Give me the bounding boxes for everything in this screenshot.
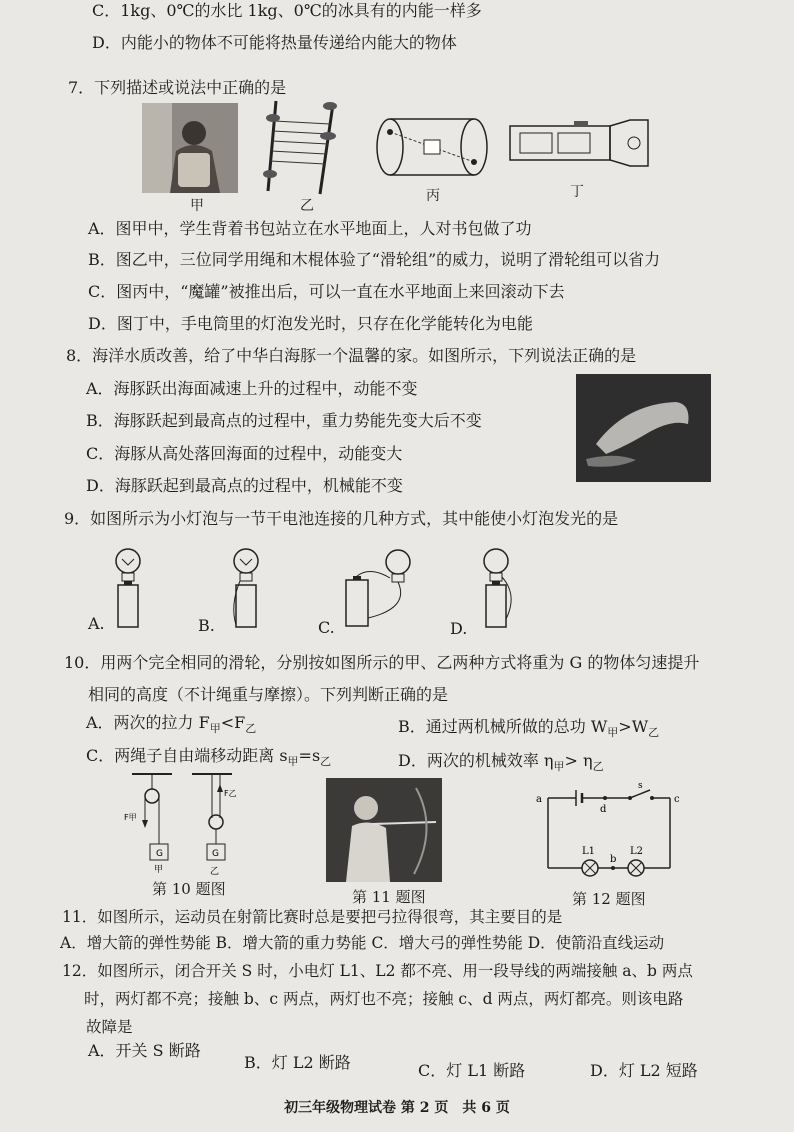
q9-stem: 9．如图所示为小灯泡与一节干电池连接的几种方式，其中能使小灯泡发光的是 — [64, 509, 619, 528]
q9-label-a: A. — [88, 614, 105, 633]
q11-archer-photo — [326, 778, 442, 882]
fig10-caption: 第 10 题图 — [152, 880, 226, 898]
q9-fig-c — [340, 548, 420, 630]
q12-option-d: D．灯 L2 短路 — [590, 1061, 698, 1080]
q7-caption-ding: 丁 — [570, 184, 584, 200]
q6-option-c: C．1kg、0℃的水比 1kg、0℃的冰具有的内能一样多 — [92, 1, 482, 20]
circuit-label-a: a — [536, 794, 542, 805]
q9-fig-b — [226, 545, 266, 630]
q8-dolphin-photo — [576, 374, 711, 482]
q7-option-a: A．图甲中，学生背着书包站立在水平地面上，人对书包做了功 — [88, 219, 532, 238]
q7-fig-yi-drawing — [258, 96, 348, 196]
q12-option-c: C．灯 L1 断路 — [418, 1061, 526, 1080]
circuit-label-l1: L1 — [582, 846, 596, 857]
q10-pulley-figure — [120, 770, 250, 880]
q11-stem: 11．如图所示，运动员在射箭比赛时总是要把弓拉得很弯，其主要目的是 — [62, 908, 563, 926]
q9-label-b: B. — [198, 616, 215, 635]
q10-fig-f2: F乙 — [224, 789, 237, 798]
q8-option-b: B．海豚跃起到最高点的过程中，重力势能先变大后不变 — [86, 411, 482, 430]
q12-option-a: A．开关 S 断路 — [88, 1041, 201, 1060]
circuit-label-s: s — [638, 781, 643, 791]
q10-stem-line1: 10．用两个完全相同的滑轮，分别按如图所示的甲、乙两种方式将重为 G 的物体匀速提升 — [64, 653, 700, 672]
q12-stem-line3: 故障是 — [86, 1018, 133, 1036]
q9-label-c: C. — [318, 618, 335, 637]
q6-option-d: D．内能小的物体不可能将热量传递给内能大的物体 — [92, 33, 457, 52]
q10-option-c: C．两绳子自由端移动距离 $s_甲=s_乙$ — [86, 746, 332, 769]
q9-fig-a — [108, 545, 148, 630]
q7-option-c: C．图丙中，“魔罐”被推出后，可以一直在水平地面上来回滚动下去 — [88, 282, 565, 301]
q8-option-a: A．海豚跃出海面减速上升的过程中，动能不变 — [86, 379, 418, 398]
q7-fig-ding-drawing — [506, 118, 652, 168]
page-footer: 初三年级物理试卷 第 2 页 共 6 页 — [284, 1100, 510, 1116]
q7-caption-bing: 丙 — [426, 188, 440, 204]
q11-options: A．增大箭的弹性势能 B．增大箭的重力势能 C．增大弓的弹性势能 D．使箭沿直线运动 — [60, 934, 665, 952]
q7-caption-jia: 甲 — [190, 198, 204, 214]
circuit-label-c: c — [674, 794, 680, 805]
q10-fig-g1: G — [156, 849, 163, 859]
q12-option-b: B．灯 L2 断路 — [244, 1053, 351, 1072]
q7-fig-jia-photo — [142, 103, 238, 193]
q10-option-d: D．两次的机械效率 $\eta_甲> \eta_乙$ — [398, 751, 604, 774]
q7-caption-yi: 乙 — [300, 198, 314, 214]
q8-option-d: D．海豚跃起到最高点的过程中，机械能不变 — [86, 476, 403, 495]
q8-stem: 8．海洋水质改善，给了中华白海豚一个温馨的家。如图所示，下列说法正确的是 — [66, 346, 637, 365]
q7-option-b: B．图乙中，三位同学用绳和木棍体验了“滑轮组”的威力，说明了滑轮组可以省力 — [88, 250, 661, 269]
q10-fig-jia: 甲 — [154, 865, 164, 875]
q10-option-b: B．通过两机械所做的总功 $W_甲>W_乙$ — [398, 717, 660, 740]
q10-fig-f1: F甲 — [124, 813, 137, 822]
q10-option-a: A．两次的拉力 $F_甲<F_乙$ — [86, 713, 257, 736]
q8-option-c: C．海豚从高处落回海面的过程中，动能变大 — [86, 444, 403, 463]
q7-fig-bing-drawing — [372, 112, 492, 182]
q9-label-d: D. — [450, 619, 468, 638]
q9-fig-d — [476, 545, 520, 630]
q12-stem-line1: 12．如图所示，闭合开关 S 时，小电灯 L1、L2 都不亮、用一段导线的两端接触 a、b 两点 — [62, 962, 693, 980]
q10-fig-yi: 乙 — [210, 867, 220, 877]
circuit-label-l2: L2 — [630, 846, 644, 857]
q7-stem: 7．下列描述或说法中正确的是 — [68, 78, 287, 97]
fig11-caption: 第 11 题图 — [352, 888, 426, 906]
q12-circuit-diagram — [530, 780, 690, 880]
q12-stem-line2: 时，两灯都不亮；接触 b、c 两点，两灯也不亮；接触 c、d 两点，两灯都亮。则该电路 — [84, 990, 684, 1008]
q7-option-d: D．图丁中，手电筒里的灯泡发光时，只存在化学能转化为电能 — [88, 314, 533, 333]
fig12-caption: 第 12 题图 — [572, 890, 646, 908]
circuit-label-d: d — [600, 804, 607, 815]
circuit-label-b: b — [610, 854, 617, 865]
q10-stem-line2: 相同的高度（不计绳重与摩擦）。下列判断正确的是 — [88, 685, 449, 704]
q10-fig-g2: G — [212, 849, 219, 859]
